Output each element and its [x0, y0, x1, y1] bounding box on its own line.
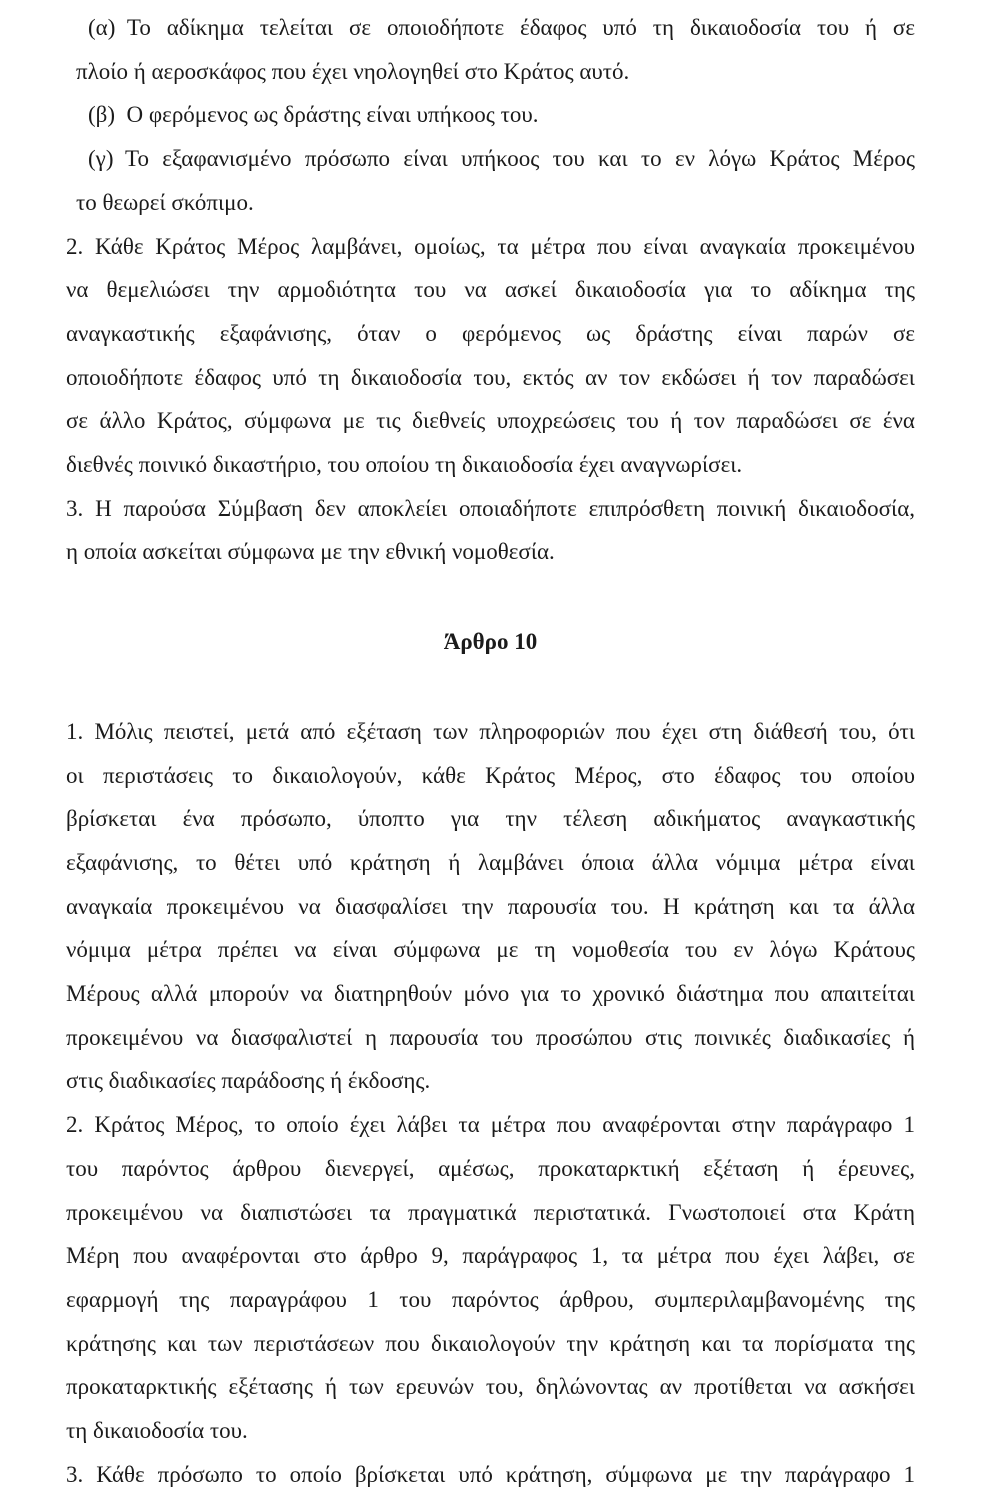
text-line: προκειμένου να διαπιστώσει τα πραγματικά περιστατικά. Γνωστοποιεί στα Κράτη: [66, 1199, 915, 1225]
list-item: [66, 6, 915, 93]
text-line: προκειμένου να διασφαλιστεί η παρουσία του προσώπου στις ποινικές διαδικασίες ή: [66, 1024, 915, 1050]
list-item: [66, 137, 915, 224]
paragraph: [66, 1103, 915, 1453]
text-line: κράτησης και των περιστάσεων που δικαιολογούν την κράτηση και τα πορίσματα της: [66, 1330, 915, 1356]
text-line: νόμιμα μέτρα πρέπει να είναι σύμφωνα με τη νομοθεσία του εν λόγω Κράτους: [66, 937, 915, 963]
text-line: οποιοδήποτε έδαφος υπό τη δικαιοδοσία του, εκτός αν τον εκδώσει ή τον παραδώσει: [66, 364, 915, 390]
text-line: η οποία ασκείται σύμφωνα με την εθνική νομοθεσία.: [66, 539, 555, 565]
text-line: βρίσκεται ένα πρόσωπο, ύποπτο για την τέλεση αδικήματος αναγκαστικής: [66, 806, 915, 832]
text-line: αναγκαστικής εξαφάνισης, όταν ο φερόμενος ως δράστης είναι παρών σε: [66, 320, 915, 346]
text-line: οι περιστάσεις το δικαιολογούν, κάθε Κράτος Μέρος, στο έδαφος του οποίου: [66, 762, 915, 788]
text-line: προκαταρκτικής εξέτασης ή των ερευνών του, δηλώνοντας αν προτίθεται να ασκήσει: [66, 1374, 915, 1400]
paragraph: [66, 487, 915, 574]
text-line: αναγκαία προκειμένου να διασφαλίσει την παρουσία του. Η κράτηση και τα άλλα: [66, 893, 915, 919]
text-line: (α) Το αδίκημα τελείται σε οποιοδήποτε έδαφος υπό τη δικαιοδοσία του ή σε: [88, 15, 915, 40]
text-line: πλοίο ή αεροσκάφος που έχει νηολογηθεί στο Κράτος αυτό.: [76, 58, 630, 84]
text-line: διεθνές ποινικό δικαστήριο, του οποίου τη δικαιοδοσία έχει αναγνωρίσει.: [66, 452, 743, 478]
text-line: στις διαδικασίες παράδοσης ή έκδοσης.: [66, 1068, 431, 1094]
text-line: τη δικαιοδοσία του.: [66, 1418, 248, 1444]
text-line: Μέρους αλλά μπορούν να διατηρηθούν μόνο για το χρονικό διάστημα που απαιτείται: [66, 981, 915, 1007]
text-line: (β) Ο φερόμενος ως δράστης είναι υπήκοος του.: [88, 102, 539, 128]
paragraph: [66, 1453, 915, 1497]
paragraph: [66, 225, 915, 487]
text-line: σε άλλο Κράτος, σύμφωνα με τις διεθνείς υποχρεώσεις του ή τον παραδώσει σε ένα: [66, 408, 915, 434]
text-line: (γ) Το εξαφανισμένο πρόσωπο είναι υπήκοος του και το εν λόγω Κράτος Μέρος: [88, 146, 915, 172]
paragraph: [66, 710, 915, 1103]
text-line: 3. Κάθε πρόσωπο το οποίο βρίσκεται υπό κράτηση, σύμφωνα με την παράγραφο 1: [66, 1461, 915, 1487]
text-line: 2. Κράτος Μέρος, το οποίο έχει λάβει τα μέτρα που αναφέρονται στην παράγραφο 1: [66, 1112, 915, 1138]
text-line: 3. Η παρούσα Σύμβαση δεν αποκλείει οποιαδήποτε επιπρόσθετη ποινική δικαιοδοσία,: [66, 495, 915, 521]
text-line: εξαφάνισης, το θέτει υπό κράτηση ή λαμβάνει όποια άλλα νόμιμα μέτρα είναι: [66, 849, 915, 875]
list-item: [66, 93, 915, 137]
text-line: 2. Κάθε Κράτος Μέρος λαμβάνει, ομοίως, τα μέτρα που είναι αναγκαία προκειμένου: [66, 233, 915, 259]
text-line: Μέρη που αναφέρονται στο άρθρο 9, παράγραφος 1, τα μέτρα που έχει λάβει, σε: [66, 1243, 915, 1269]
text-line: το θεωρεί σκόπιμο.: [76, 189, 254, 215]
text-line: να θεμελιώσει την αρμοδιότητα του να ασκεί δικαιοδοσία για το αδίκημα της: [66, 277, 915, 303]
text-line: 1. Μόλις πειστεί, μετά από εξέταση των πληροφοριών που έχει στη διάθεσή του, ότι: [66, 718, 915, 744]
text-line: εφαρμογή της παραγράφου 1 του παρόντος άρθρου, συμπεριλαμβανομένης της: [66, 1286, 915, 1312]
text-line: του παρόντος άρθρου διενεργεί, αμέσως, προκαταρκτική εξέταση ή έρευνες,: [66, 1155, 915, 1181]
article-heading: Άρθρο 10: [443, 629, 538, 655]
